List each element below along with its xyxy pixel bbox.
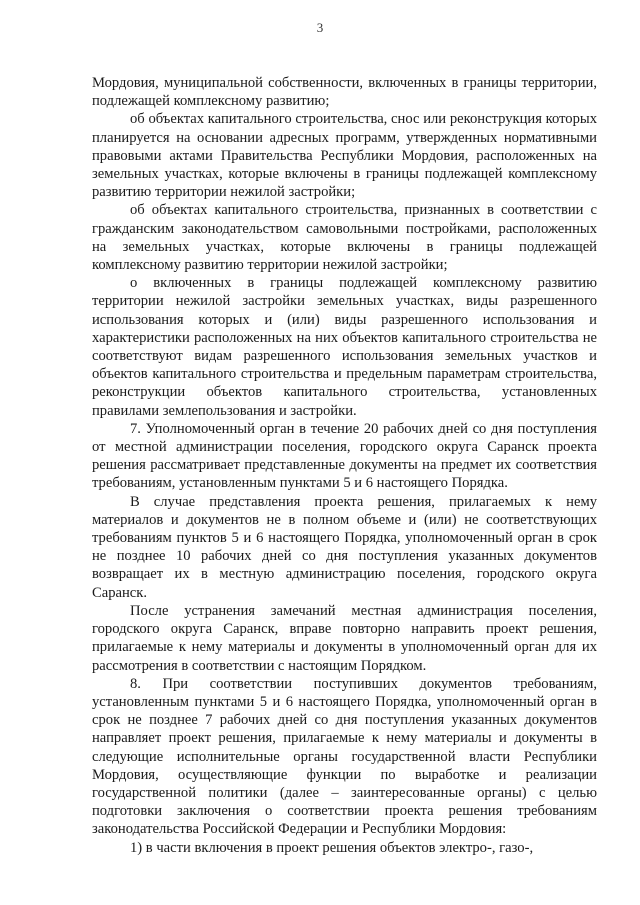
paragraph-incomplete-documents: В случае представления проекта решения, прилагаемых к нему материалов и документов не в полном объеме и (или) не соответствующих требованиям пунктов 5 и 6 настоящего Порядка, уполномоченный орган в срок не позднее 10 рабочих дней со дня поступления указанных документов возвращает их в местную администрацию поселения, городского округа Саранск.: [92, 493, 597, 601]
paragraph-subitem-1: 1) в части включения в проект решения объектов электро-, газо-,: [130, 839, 534, 856]
paragraph-item-7: 7. Уполномоченный орган в течение 20 рабочих дней со дня поступления от местной администрации поселения, городского округа Саранск проекта решения рассматривает представленные документы на предмет их соответствия требованиям, установленным пунктами 5 и 6 настоящего Порядка.: [92, 420, 597, 492]
paragraph-item-8: 8. При соответствии поступивших документов требованиям, установленным пунктами 5 и 6 настоящего Порядка, уполномоченный орган в срок не позднее 7 рабочих дней со дня поступления указанных документов направляет проект решения, прилагаемые к нему материалы и документы в следующие исполнительные органы государственной власти Республики Мордовия, осуществляющие функции по выработке и реализации государственной политики (далее – заинтересованные органы) с целью подготовки заключения о соответствии проекта решения требованиям законодательства Российской Федерации и Республики Мордовия:: [92, 675, 597, 838]
paragraph-continuation: Мордовия, муниципальной собственности, включенных в границы территории, подлежащей комплексному развитию;: [92, 75, 597, 110]
paragraph-unauthorized-buildings: об объектах капитального строительства, признанных в соответствии с гражданским законодательством самовольными постройками, расположенных на земельных участках, которые включены в границы подлежащей комплексному развитию территории нежилой застройки;: [92, 202, 597, 274]
paragraph-land-plots: о включенных в границы подлежащей комплексному развитию территории нежилой застройки земельных участках, виды разрешенного использования которых и (или) виды разрешенного использования и характеристики расположенных на них объектов капитального строительства не соответствуют видам разрешенного использования земельных участков и объектов капитального строительства и предельным параметрам строительства, реконструкции объектов капитального строительства, установленных правилами землепользования и застройки.: [92, 275, 597, 419]
page-number: 3: [316, 20, 324, 35]
paragraph-resubmission: После устранения замечаний местная администрация поселения, городского округа Саранск, вправе повторно направить проект решения, прилагаемые к нему материалы и документы в уполномоченный орган для их рассмотрения в соответствии с настоящим Порядком.: [92, 602, 597, 674]
document-body: [92, 74, 597, 857]
paragraph-demolition-objects: об объектах капитального строительства, снос или реконструкция которых планируется на основании адресных программ, утвержденных нормативными правовыми актами Правительства Республики Мордовия, расположенных на земельных участках, которые включены в границы подлежащей комплексному развитию территории нежилой застройки;: [92, 111, 597, 201]
